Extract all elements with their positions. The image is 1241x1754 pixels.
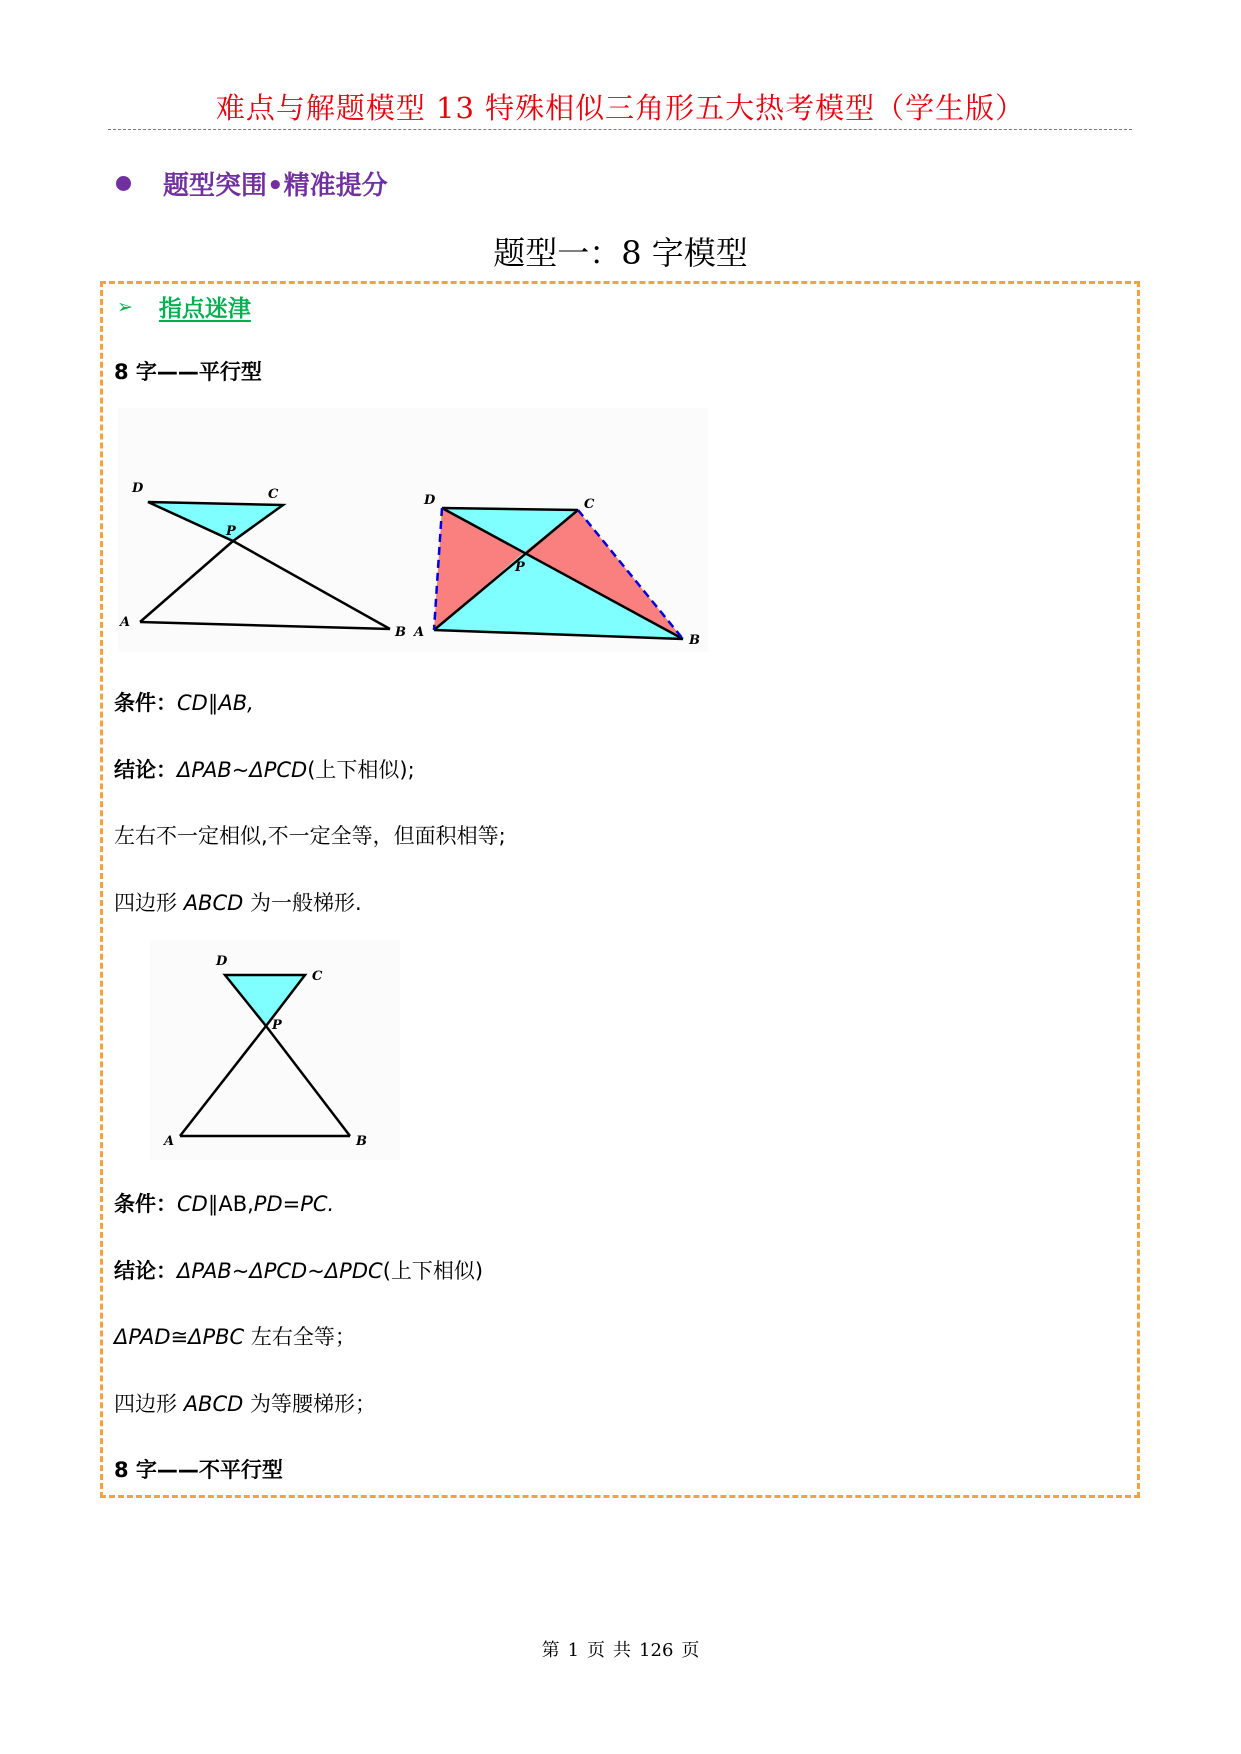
line3-math: ΔPAD≅ΔPBC <box>114 1325 245 1349</box>
label-p: P <box>226 524 236 539</box>
type-title: 题型一：8 字模型 <box>493 234 748 272</box>
line4-post: 为一般梯形. <box>243 891 362 915</box>
section-label: 题型突围•精准提分 <box>163 171 388 201</box>
label-d-2: D <box>424 493 436 508</box>
bullet-dot-icon <box>116 176 131 191</box>
parallel-heading: 8 字——平行型 <box>114 360 262 384</box>
label-p-3: P <box>272 1018 282 1033</box>
conclusion-math: ΔPAB~ΔPCD <box>177 758 308 782</box>
label-b: B <box>395 625 406 640</box>
condition-math1: CD <box>177 1192 208 1216</box>
parallel-condition <box>114 687 254 717</box>
isosceles-conclusion <box>114 1255 483 1285</box>
condition-math2: PD=PC. <box>253 1192 335 1216</box>
header-divider <box>108 129 1132 130</box>
condition-label: 条件： <box>114 691 177 715</box>
label-a-2: A <box>414 625 425 640</box>
conclusion-tail: (上下相似); <box>307 758 415 782</box>
conclusion-label: 结论： <box>114 758 177 782</box>
document-title: 难点与解题模型 13 特殊相似三角形五大热考模型（学生版） <box>215 91 1026 125</box>
condition-label-2: 条件： <box>114 1192 177 1216</box>
parallel-line3: 左右不一定相似,不一定全等，但面积相等; <box>114 824 506 848</box>
line3-tail: 左右全等； <box>244 1325 356 1349</box>
footer-page-number: 1 <box>567 1640 580 1661</box>
isosceles-condition <box>114 1188 334 1218</box>
line4-math-2: ABCD <box>183 1392 244 1416</box>
tip-heading <box>117 290 251 323</box>
parallel-line4 <box>114 887 362 917</box>
line4-post-2: 为等腰梯形； <box>243 1392 376 1416</box>
line4-pre: 四边形 <box>114 891 184 915</box>
conclusion-math-2: ΔPAB~ΔPCD~ΔPDC <box>177 1259 383 1283</box>
page-footer <box>0 1636 1241 1662</box>
footer-di: 第 <box>541 1640 560 1661</box>
tip-label: 指点迷津 <box>158 296 251 322</box>
section-heading <box>116 165 388 202</box>
label-p-2: P <box>515 560 525 575</box>
line4-math: ABCD <box>183 891 244 915</box>
conclusion-tail-2: (上下相似) <box>382 1259 484 1283</box>
label-b-2: B <box>689 633 700 648</box>
footer-total-pages: 126 <box>639 1640 674 1661</box>
condition-text: CD∥AB, <box>177 691 254 715</box>
arrow-bullet-icon: ➢ <box>117 295 133 318</box>
nonparallel-heading: 8 字——不平行型 <box>114 1458 283 1482</box>
parallel-conclusion <box>114 754 415 784</box>
label-d: D <box>132 481 144 496</box>
label-a: A <box>120 615 131 630</box>
label-d-3: D <box>216 954 228 969</box>
label-c-3: C <box>312 969 323 984</box>
figure-isosceles-8 <box>150 940 400 1160</box>
footer-ye: 页 <box>587 1640 606 1661</box>
label-a-3: A <box>164 1134 175 1149</box>
condition-mid: ∥AB, <box>207 1192 254 1216</box>
conclusion-label-2: 结论： <box>114 1259 177 1283</box>
label-c: C <box>268 487 279 502</box>
isosceles-line3 <box>114 1321 356 1351</box>
figure-parallel-8 <box>118 408 708 652</box>
label-b-3: B <box>356 1134 367 1149</box>
label-c-2: C <box>584 497 595 512</box>
isosceles-line4 <box>114 1388 376 1418</box>
footer-ye-2: 页 <box>681 1640 700 1661</box>
line4-pre-2: 四边形 <box>114 1392 184 1416</box>
footer-gong: 共 <box>613 1640 632 1661</box>
